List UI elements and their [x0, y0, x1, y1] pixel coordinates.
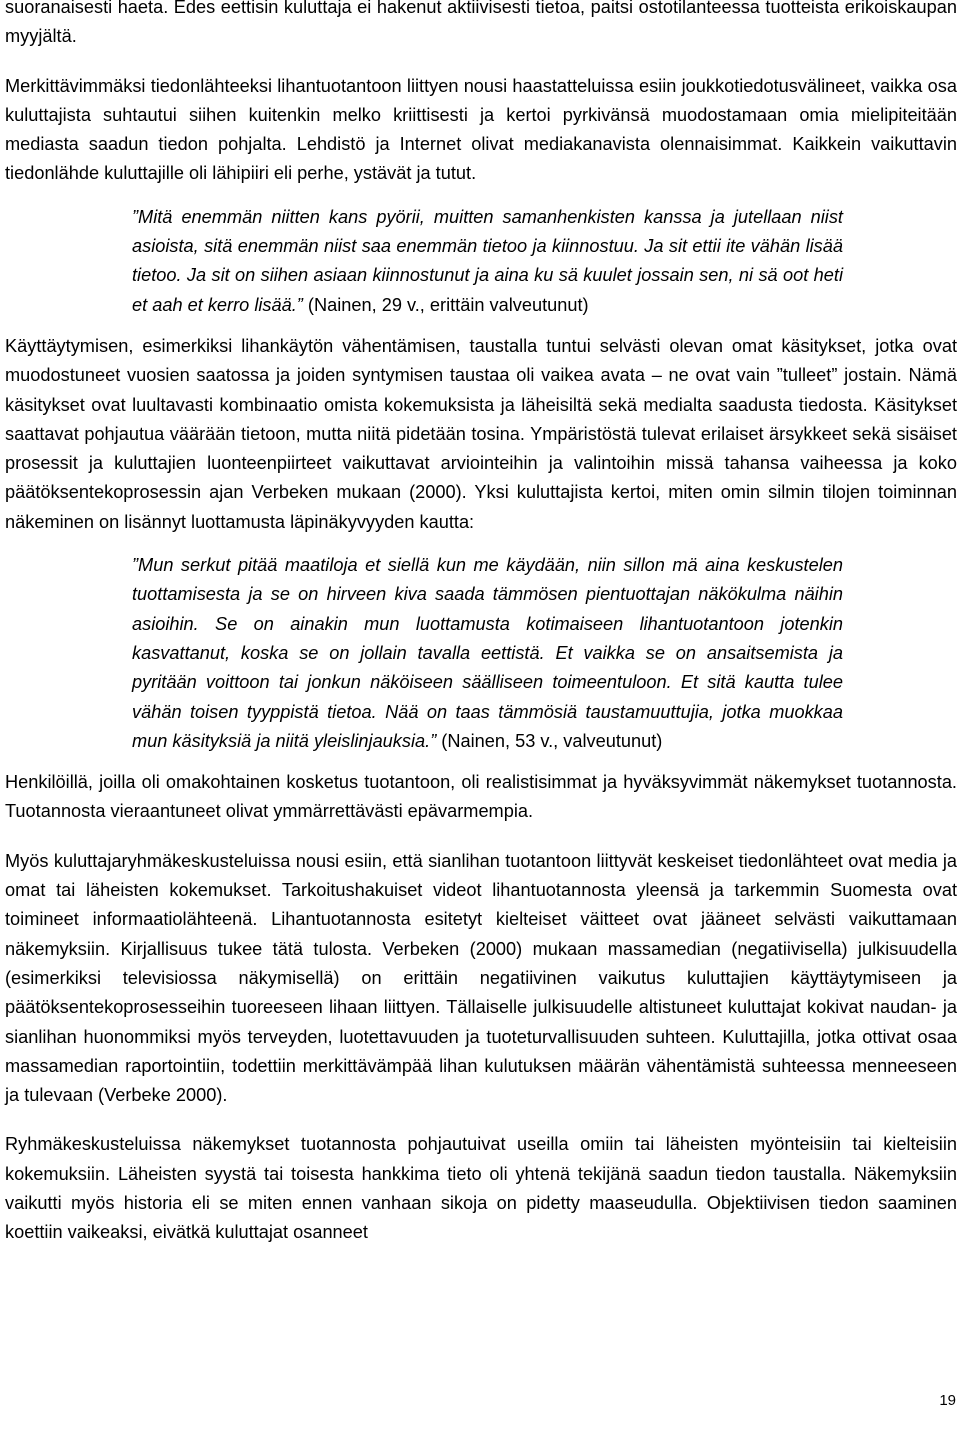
paragraph-behaviour: Käyttäytymisen, esimerkiksi lihankäytön vähentämisen, taustalla tuntui selvästi olevan omat käsitykset, jotka ovat muodostuneet vuosien saatossa ja joiden syntymisen taustaa oli vaikea avata – ne ovat vain ”tulleet” jostain. Nämä käsitykset ovat luultavasti kombinaatio omista kokemuksista ja läheisiltä sekä medialta saadusta tiedosta. Käsitykset saattavat pohjautua väärään tietoon, mutta niitä pidetään tosina. Ympäristöstä tulevat erilaiset ärsykkeet sekä sisäiset prosessit ja kuluttajien luonteenpiirteet vaikuttavat arviointeihin ja valintoihin missä tahansa vaiheessa ja koko päätöksentekoprosessin ajan Verbeken mukaan (2000). Yksi kuluttajista kertoi, miten omin silmin tilojen toiminnan näkeminen on lisännyt luottamusta läpinäkyvyyden kautta: — [5, 335, 957, 532]
paragraph-information-sources: Merkittävimmäksi tiedonlähteeksi lihantuotantoon liittyen nousi haastatteluissa esiin joukkotiedotusvälineet, vaikka osa kuluttajista suhtautui siihen kuitenkin melko kriittisesti ja kertoi pyrkivänsä muodostamaan omia mielipiteitään mediasta saadun tiedon pohjalta. Lehdistö ja Internet olivat mediakanavista olennaisimmat. Kaikkein vaikuttavin tiedonlähde kuluttajille oli lähipiiri eli perhe, ystävät ja tutut. — [5, 75, 957, 184]
quote-1-attribution: (Nainen, 29 v., erittäin valveutunut) — [302, 294, 589, 315]
page-number: 19 — [939, 1392, 956, 1409]
paragraph-continuation: suoranaisesti haeta. Edes eettisin kuluttaja ei hakenut aktiivisesti tietoa, paitsi ostotilanteessa tuotteista erikoiskaupan myyjältä. — [5, 0, 957, 47]
interview-quote-1 — [132, 203, 843, 320]
quote-1-text: ”Mitä enemmän niitten kans pyörii, muitten samanhenkisten kanssa ja jutellaan niist asioista, sitä enemmän niist saa enemmän tietoo ja kiinnostuu. Ja sit ettii ite vähän lisää tietoo. Ja sit on siihen asiaan kiinnostunut ja aina ku sä kuulet jossain sen, ni sä oot heti et aah et kerro lisää.” — [132, 206, 843, 315]
paragraph-personal-contact: Henkilöillä, joilla oli omakohtainen kosketus tuotantoon, oli realistisimmat ja hyväksyvimmät näkemykset tuotannosta. Tuotannosta vieraantuneet olivat ymmärrettävästi epävarmempia. — [5, 772, 957, 822]
quote-2-attribution: (Nainen, 53 v., valveutunut) — [436, 730, 663, 751]
interview-quote-2 — [132, 551, 843, 756]
paragraph-consumer-groups: Myös kuluttajaryhmäkeskusteluissa nousi esiin, että sianlihan tuotantoon liittyvät keskeiset tiedonlähteet ovat media ja omat tai läheisten kokemukset. Tarkoitushakuiset videot lihantuotannosta yleensä ja tarkemmin Suomesta ovat toimineet informaatiolähteenä. Lihantuotannosta esitetyt kielteiset väitteet ovat jääneet selvästi vaikuttamaan näkemyksiin. Kirjallisuus tukee tätä tulosta. Verbeken (2000) mukaan massamedian (negatiivisella) julkisuudella (esimerkiksi televisiossa näkymisellä) on erittäin negatiivinen vaikutus kuluttajien käyttäytymiseen ja päätöksentekoprosesseihin tuoreeseen lihaan liittyen. Tällaiselle julkisuudelle altistuneet kuluttajat kokivat naudan- ja sianlihan huonommiksi myös terveyden, luotettavuuden ja tuoteturvallisuuden suhteen. Kuluttajilla, jotka ottivat osaa massamedian raportointiin, todettiin merkittävämpää lihan kulutuksen määrän vähentämistä suhteessa menneeseen ja tulevaan (Verbeke 2000). — [5, 850, 957, 1106]
paragraph-group-discussions: Ryhmäkeskusteluissa näkemykset tuotannosta pohjautuivat useilla omiin tai läheisten myönteisiin tai kielteisiin kokemuksiin. Läheisten syystä tai toisesta hankkima tieto oli yhtenä tekijänä saadun tiedon taustalla. Näkemyksiin vaikutti myös historia eli se miten ennen vanhaan sikoja on pidetty maaseudulla. Objektiivisen tiedon saaminen koettiin vaikeaksi, eivätkä kuluttajat osanneet — [5, 1134, 957, 1243]
quote-2-text: ”Mun serkut pitää maatiloja et siellä kun me käydään, niin sillon mä aina keskustelen tuottamisesta ja se on hirveen kiva saada tämmösen pientuottajan näkökulma näihin asioihin. Se on ainakin mun luottamusta kotimaiseen lihantuotantoon jotenkin kasvattanut, koska se on jollain tavalla eettistä. Et vaikka se on ansaitsemista ja pyritään voittoon tai jonkun näköiseen säälliseen toimeentuloon. Et sitä kautta tulee vähän toisen tyyppistä tietoa. Nää on taas tämmösiä taustamuuttujia, jotka muokkaa mun käsityksiä ja niitä yleislinjauksia.” — [132, 555, 843, 751]
